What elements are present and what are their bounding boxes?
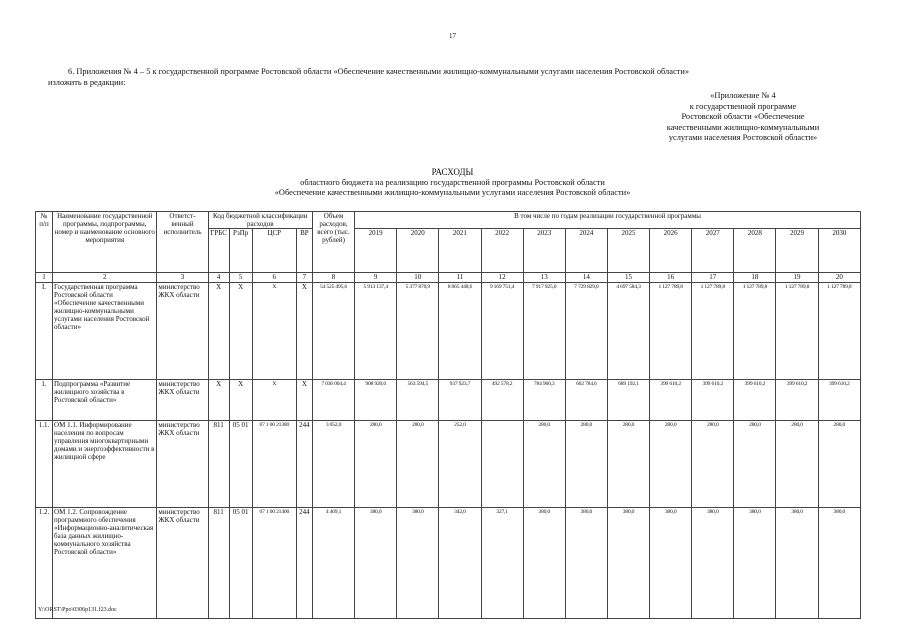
row-csr: Х xyxy=(252,283,296,380)
row-year-value: 280,0 xyxy=(355,421,397,508)
row-year-value: 380,0 xyxy=(397,508,439,619)
row-year-value: 399 610,2 xyxy=(734,380,776,421)
table-row xyxy=(36,380,861,421)
column-number: 18 xyxy=(734,273,776,283)
row-year-value: 1 127 789,8 xyxy=(776,283,818,380)
header-year: 2029 xyxy=(776,229,818,273)
row-vr: 244 xyxy=(296,508,312,619)
column-number: 4 xyxy=(208,273,229,283)
row-rzpr: 05 01 xyxy=(229,421,252,508)
row-year-value: 7 729 829,0 xyxy=(565,283,607,380)
header-rzpr: РзПр xyxy=(229,229,252,273)
column-number: 10 xyxy=(397,273,439,283)
row-year-value: 399 610,2 xyxy=(818,380,860,421)
row-year-value: 380,0 xyxy=(607,508,649,619)
row-executor: министерство ЖКХ области xyxy=(157,508,208,619)
column-number: 14 xyxy=(565,273,607,283)
header-name: Наименование государственной программы, подпрограммы, номер и наименование основного мероприятия xyxy=(53,212,157,273)
column-number: 2 xyxy=(53,273,157,283)
column-number: 15 xyxy=(607,273,649,283)
row-vr: Х xyxy=(296,283,312,380)
row-executor: министерство ЖКХ области xyxy=(157,283,208,380)
row-number: I. xyxy=(36,283,53,380)
header-year: 2021 xyxy=(439,229,481,273)
row-csr: 07 1 00 21400 xyxy=(252,508,296,619)
annex-line: Ростовской области «Обеспечение xyxy=(681,112,805,122)
row-year-value: 4 697 584,3 xyxy=(607,283,649,380)
row-year-value: 1 127 789,8 xyxy=(818,283,860,380)
column-number: 3 xyxy=(157,273,208,283)
row-year-value: 280,0 xyxy=(607,421,649,508)
annex-line: качественными жилищно-коммунальными xyxy=(666,122,820,132)
row-year-value: 380,0 xyxy=(818,508,860,619)
title-sub: областного бюджета на реализацию государственной программы Ростовской области xyxy=(300,177,605,187)
title-sub: «Обеспечение качественными жилищно-коммунальными услугами населения Ростовской области» xyxy=(274,188,631,197)
row-csr: Х xyxy=(252,380,296,421)
annex-line: к государственной программе xyxy=(689,101,797,111)
row-total: 4 469,1 xyxy=(312,508,354,619)
header-year: 2025 xyxy=(607,229,649,273)
column-number: 7 xyxy=(296,273,312,283)
file-path-footer: Y:\ORST\Ppo\0306p131.f23.doc xyxy=(38,607,117,613)
row-rzpr: Х xyxy=(229,283,252,380)
row-year-value: 563 594,5 xyxy=(397,380,439,421)
row-year-value: 7 917 925,0 xyxy=(523,283,565,380)
column-number: 1 xyxy=(36,273,53,283)
row-year-value: 399 610,2 xyxy=(776,380,818,421)
header-exec: Ответст-венный исполнитель xyxy=(157,212,208,273)
column-number: 17 xyxy=(692,273,734,283)
annex-line: «Приложение № 4 xyxy=(710,91,776,100)
row-year-value: 937 923,7 xyxy=(439,380,481,421)
row-executor: министерство ЖКХ области xyxy=(157,380,208,421)
row-year-value: 327,1 xyxy=(481,508,523,619)
column-number: 13 xyxy=(523,273,565,283)
header-csr: ЦСР xyxy=(252,229,296,273)
row-year-value: 689 192,1 xyxy=(607,380,649,421)
column-number: 12 xyxy=(481,273,523,283)
row-year-value: 9 169 751,4 xyxy=(481,283,523,380)
row-rzpr: Х xyxy=(229,380,252,421)
title-main: РАСХОДЫ xyxy=(431,167,474,177)
row-year-value: 784 960,3 xyxy=(523,380,565,421)
row-name: ОМ 1.2. Сопровождение программного обеспечения «Информационно-аналитическая база данных жилищно-коммунального хозяйства Ростовской области» xyxy=(53,508,157,619)
row-year-value: 280,0 xyxy=(565,421,607,508)
row-year-value: 399 610,2 xyxy=(650,380,692,421)
column-number: 19 xyxy=(776,273,818,283)
table-row xyxy=(36,508,861,619)
row-year-value: 8 065 448,6 xyxy=(439,283,481,380)
row-year-value: 342,0 xyxy=(439,508,481,619)
row-year-value: 492 578,2 xyxy=(481,380,523,421)
header-year: 2027 xyxy=(692,229,734,273)
row-total: 3 052,0 xyxy=(312,421,354,508)
row-grbs: Х xyxy=(208,283,229,380)
header-grbs: ГРБС xyxy=(208,229,229,273)
row-executor: министерство ЖКХ области xyxy=(157,421,208,508)
row-number: 1. xyxy=(36,380,53,421)
intro-line-1: 6. Приложения № 4 – 5 к государственной программе Ростовской области «Обеспечение качественными жилищно-коммунальными услугами населения Ростовской области» xyxy=(68,67,690,76)
intro-line-2: изложить в редакции: xyxy=(48,77,126,87)
header-year: 2024 xyxy=(565,229,607,273)
row-total: 54 525 495,6 xyxy=(312,283,354,380)
row-number: 1.1. xyxy=(36,421,53,508)
annex-line: услугами населения Ростовской области» xyxy=(668,133,818,143)
header-year: 2028 xyxy=(734,229,776,273)
header-year: 2026 xyxy=(650,229,692,273)
row-year-value: 380,0 xyxy=(523,508,565,619)
row-year-value: 380,0 xyxy=(565,508,607,619)
row-grbs: 811 xyxy=(208,508,229,619)
row-year-value: 1 127 789,8 xyxy=(734,283,776,380)
header-volume: Объем расходов, всего (тыс. рублей) xyxy=(312,212,354,273)
header-years-group: В том числе по годам реализации государственной программы xyxy=(355,212,861,229)
column-number: 9 xyxy=(355,273,397,283)
header-year: 2020 xyxy=(397,229,439,273)
row-year-value: 280,0 xyxy=(523,421,565,508)
header-year: 2019 xyxy=(355,229,397,273)
row-year-value: 280,0 xyxy=(734,421,776,508)
row-grbs: 811 xyxy=(208,421,229,508)
row-year-value: 662 784,6 xyxy=(565,380,607,421)
row-grbs: Х xyxy=(208,380,229,421)
row-year-value: 399 610,2 xyxy=(692,380,734,421)
row-year-value: 1 127 789,8 xyxy=(650,283,692,380)
column-number: 5 xyxy=(229,273,252,283)
row-year-value: 5 913 137,4 xyxy=(355,283,397,380)
row-name: Подпрограмма «Развитие жилищного хозяйства в Ростовской области» xyxy=(53,380,157,421)
row-total: 7 036 004,4 xyxy=(312,380,354,421)
row-year-value: 280,0 xyxy=(776,421,818,508)
column-number: 16 xyxy=(650,273,692,283)
column-number: 6 xyxy=(252,273,296,283)
row-year-value: 380,0 xyxy=(650,508,692,619)
row-csr: 07 1 00 21380 xyxy=(252,421,296,508)
column-number-row xyxy=(36,273,861,283)
row-name: ОМ 1.1. Информирование населения по вопросам управления многоквартирными домами и энергоэффективности в жилищной сфере xyxy=(53,421,157,508)
header-year: 2022 xyxy=(481,229,523,273)
column-number: 20 xyxy=(818,273,860,283)
row-rzpr: 05 01 xyxy=(229,508,252,619)
row-year-value: 280,0 xyxy=(818,421,860,508)
table-title xyxy=(0,167,905,199)
expenditure-table xyxy=(35,211,861,619)
table-row xyxy=(36,283,861,380)
row-year-value: 908 920,0 xyxy=(355,380,397,421)
row-year-value: 380,0 xyxy=(692,508,734,619)
row-number: 1.2. xyxy=(36,508,53,619)
intro-paragraph xyxy=(48,67,863,88)
row-year-value: 280,0 xyxy=(692,421,734,508)
row-year-value xyxy=(481,421,523,508)
page-number: 17 xyxy=(449,32,456,40)
row-name: Государственная программа Ростовской области «Обеспечение качественными жилищно-коммунальными услугами населения Ростовской области» xyxy=(53,283,157,380)
column-number: 8 xyxy=(312,273,354,283)
header-num: № п/п xyxy=(36,212,53,273)
row-year-value: 280,0 xyxy=(650,421,692,508)
column-number: 11 xyxy=(439,273,481,283)
row-year-value: 280,0 xyxy=(397,421,439,508)
table-body xyxy=(36,273,861,619)
header-vr: ВР xyxy=(296,229,312,273)
row-vr: 244 xyxy=(296,421,312,508)
row-year-value: 380,0 xyxy=(734,508,776,619)
row-year-value: 5 377 870,9 xyxy=(397,283,439,380)
row-vr: Х xyxy=(296,380,312,421)
row-year-value: 380,0 xyxy=(355,508,397,619)
table-row xyxy=(36,421,861,508)
row-year-value: 1 127 789,8 xyxy=(692,283,734,380)
row-year-value: 252,0 xyxy=(439,421,481,508)
header-code-group: Код бюджетной классификации расходов xyxy=(208,212,312,229)
row-year-value: 380,0 xyxy=(776,508,818,619)
header-year: 2030 xyxy=(818,229,860,273)
annex-caption xyxy=(623,91,863,144)
header-year: 2023 xyxy=(523,229,565,273)
